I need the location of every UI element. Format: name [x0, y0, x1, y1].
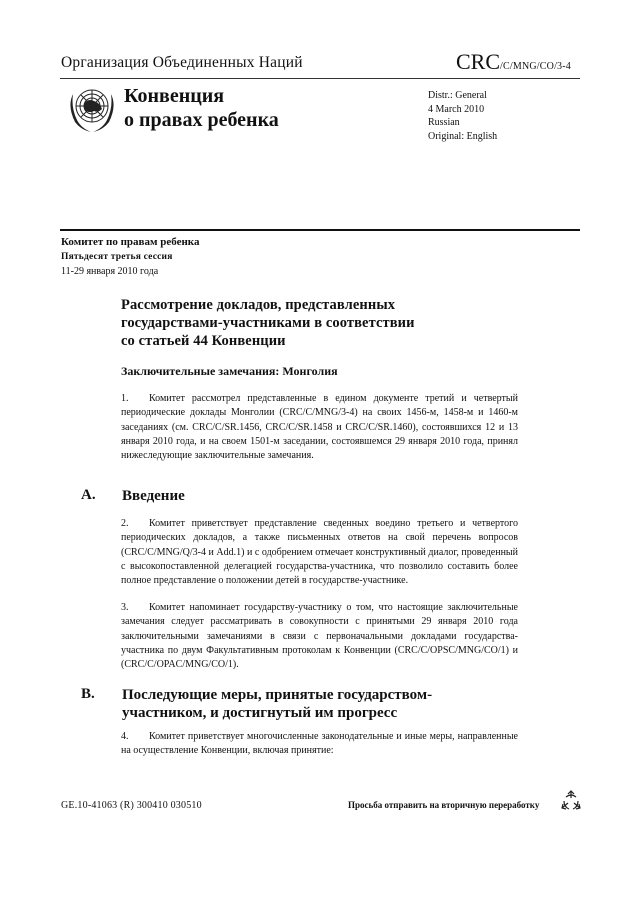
title-line2: о правах ребенка: [124, 109, 279, 131]
convention-title: [124, 84, 279, 132]
document-title: [121, 296, 415, 350]
paragraph-text: Комитет напоминает государству-участнику о том, что настоящие заключительные замечания следует рассматривать в совокупности с принятыми 29 января 2010 года заключительными замечаниями в связи с первоначальными докладами государства-участника по двум Факультативным протоколам к Конвенции (CRC/C/OPSC/MNG/CO/1) и (CRC/C/OPAC/MNG/CO/1).: [121, 602, 518, 671]
paragraph-4: [121, 730, 518, 759]
recycle-note: Просьба отправить на вторичную переработку: [348, 800, 540, 810]
document-title-line3: со статьей 44 Конвенции: [121, 333, 286, 349]
committee-name: Комитет по правам ребенка: [61, 236, 200, 248]
document-title-line1: Рассмотрение докладов, представленных: [121, 297, 396, 313]
document-title-line2: государствами-участниками в соответствии: [121, 315, 415, 331]
paragraph-text: Комитет приветствует представление сведенных воедино третьего и четвертого периодических докладов, а также письменных ответов на свой перечень вопросов (CRC/C/MNG/Q/3-4 и Add.1) и с одобрением отмечает конструктивный диалог, проведенный с высокопоставленной делегацией государства-участника, что позволило составить более полное представление о положении детей в государстве-участнике.: [121, 518, 518, 587]
paragraph-number: 1.: [121, 393, 129, 404]
distr: Distr.: General: [428, 90, 487, 101]
section-a-letter: A.: [81, 487, 96, 503]
paragraph-number: 3.: [121, 602, 129, 613]
job-number: GE.10-41063 (R) 300410 030510: [61, 800, 202, 811]
symbol-main: CRC: [456, 49, 501, 74]
document-subtitle: Заключительные замечания: Монголия: [121, 364, 338, 378]
document-symbol: [456, 49, 571, 75]
paragraph-1: [121, 392, 518, 463]
paragraph-text: Комитет рассмотрел представленные в едином документе третий и четвертый периодические доклады Монголии (CRC/C/MNG/3-4) на своих 1456-м, 1458-м и 1460-м заседаниях (см. CRC/C/SR.1456, CRC/C/SR.1458 и CRC/C/SR.1460), состоявшихся 12 и 13 января 2010 года, и на своем 1501-м заседании, состоявшемся 29 января 2010 года, принял нижеследующие заключительные замечания.: [121, 393, 518, 462]
paragraph-number: 2.: [121, 518, 129, 529]
section-rule: [60, 229, 580, 231]
distr-original: Original: English: [428, 130, 498, 142]
distribution-block: [428, 89, 497, 143]
symbol-sub: /C/MNG/CO/3-4: [500, 61, 571, 72]
paragraph-3: [121, 601, 518, 672]
section-a-title: Введение: [122, 488, 185, 504]
distr-language: Russian: [428, 117, 460, 128]
session-name: Пятьдесят третья сессия: [61, 252, 173, 262]
paragraph-2: [121, 517, 518, 588]
recycle-icon: [560, 790, 582, 812]
paragraph-text: Комитет приветствует многочисленные законодательные и иные меры, направленные на осуществление Конвенции, включая принятие:: [121, 731, 518, 757]
distr-date: 4 March 2010: [428, 103, 485, 115]
paragraph-number: 4.: [121, 731, 129, 742]
title-line1: Конвенция: [124, 85, 225, 107]
header-rule: [60, 78, 580, 79]
organization-name: Организация Объединенных Наций: [61, 54, 303, 71]
session-dates: 11-29 января 2010 года: [61, 266, 159, 277]
section-b-title: Последующие меры, принятые государством-участником, и достигнутый им прогресс: [122, 687, 433, 721]
un-emblem-icon: [64, 82, 120, 134]
section-b-letter: B.: [81, 686, 95, 702]
